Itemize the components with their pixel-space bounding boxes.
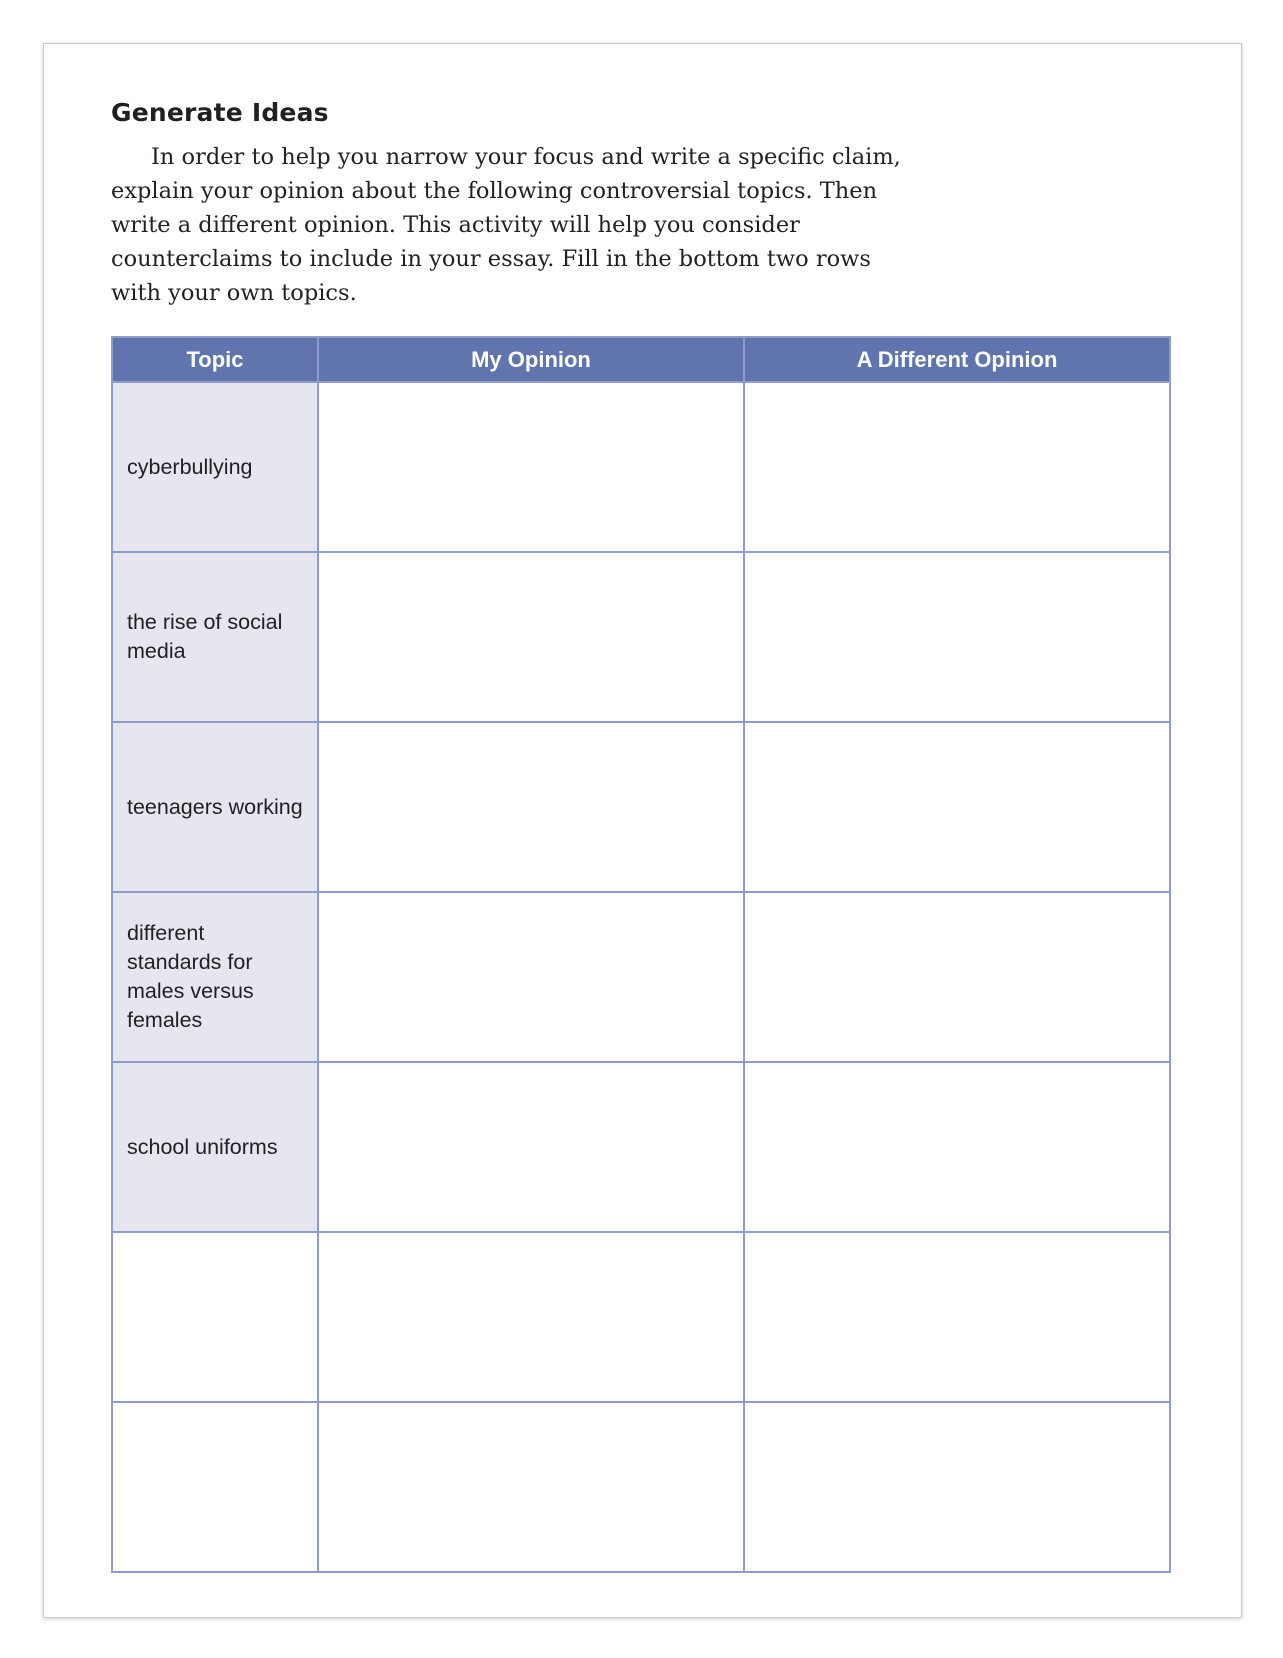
table-row bbox=[112, 892, 1170, 1062]
different-opinion-cell[interactable] bbox=[744, 892, 1170, 1062]
my-opinion-cell[interactable] bbox=[318, 382, 744, 552]
topic-cell: different standards for males versus females bbox=[112, 892, 318, 1062]
own-topic-cell[interactable] bbox=[112, 1232, 318, 1402]
different-opinion-cell[interactable] bbox=[744, 1232, 1170, 1402]
my-opinion-cell[interactable] bbox=[318, 892, 744, 1062]
topic-cell: school uniforms bbox=[112, 1062, 318, 1232]
header-different-opinion: A Different Opinion bbox=[744, 337, 1170, 382]
different-opinion-cell[interactable] bbox=[744, 1062, 1170, 1232]
table-row bbox=[112, 1062, 1170, 1232]
topic-cell: the rise of social media bbox=[112, 552, 318, 722]
different-opinion-cell[interactable] bbox=[744, 1402, 1170, 1572]
different-opinion-cell[interactable] bbox=[744, 552, 1170, 722]
header-my-opinion: My Opinion bbox=[318, 337, 744, 382]
topic-cell: teenagers working bbox=[112, 722, 318, 892]
different-opinion-cell[interactable] bbox=[744, 382, 1170, 552]
own-topic-cell[interactable] bbox=[112, 1402, 318, 1572]
section-heading: Generate Ideas bbox=[111, 98, 329, 127]
my-opinion-cell[interactable] bbox=[318, 552, 744, 722]
header-topic: Topic bbox=[112, 337, 318, 382]
opinion-table bbox=[111, 336, 1171, 1573]
table-row bbox=[112, 1232, 1170, 1402]
my-opinion-cell[interactable] bbox=[318, 722, 744, 892]
table-row bbox=[112, 552, 1170, 722]
my-opinion-cell[interactable] bbox=[318, 1232, 744, 1402]
worksheet-page bbox=[43, 43, 1242, 1618]
table-row bbox=[112, 1402, 1170, 1572]
my-opinion-cell[interactable] bbox=[318, 1062, 744, 1232]
table-header-row bbox=[112, 337, 1170, 382]
my-opinion-cell[interactable] bbox=[318, 1402, 744, 1572]
different-opinion-cell[interactable] bbox=[744, 722, 1170, 892]
table-row bbox=[112, 382, 1170, 552]
instructions-paragraph: In order to help you narrow your focus and write a specific claim, explain your opinion about the following controversial topics. Then write a different opinion. This activity will help you consider counterclaims to include in your essay. Fill in the bottom two rows with your own topics. bbox=[111, 144, 901, 306]
topic-cell: cyberbullying bbox=[112, 382, 318, 552]
table-row bbox=[112, 722, 1170, 892]
